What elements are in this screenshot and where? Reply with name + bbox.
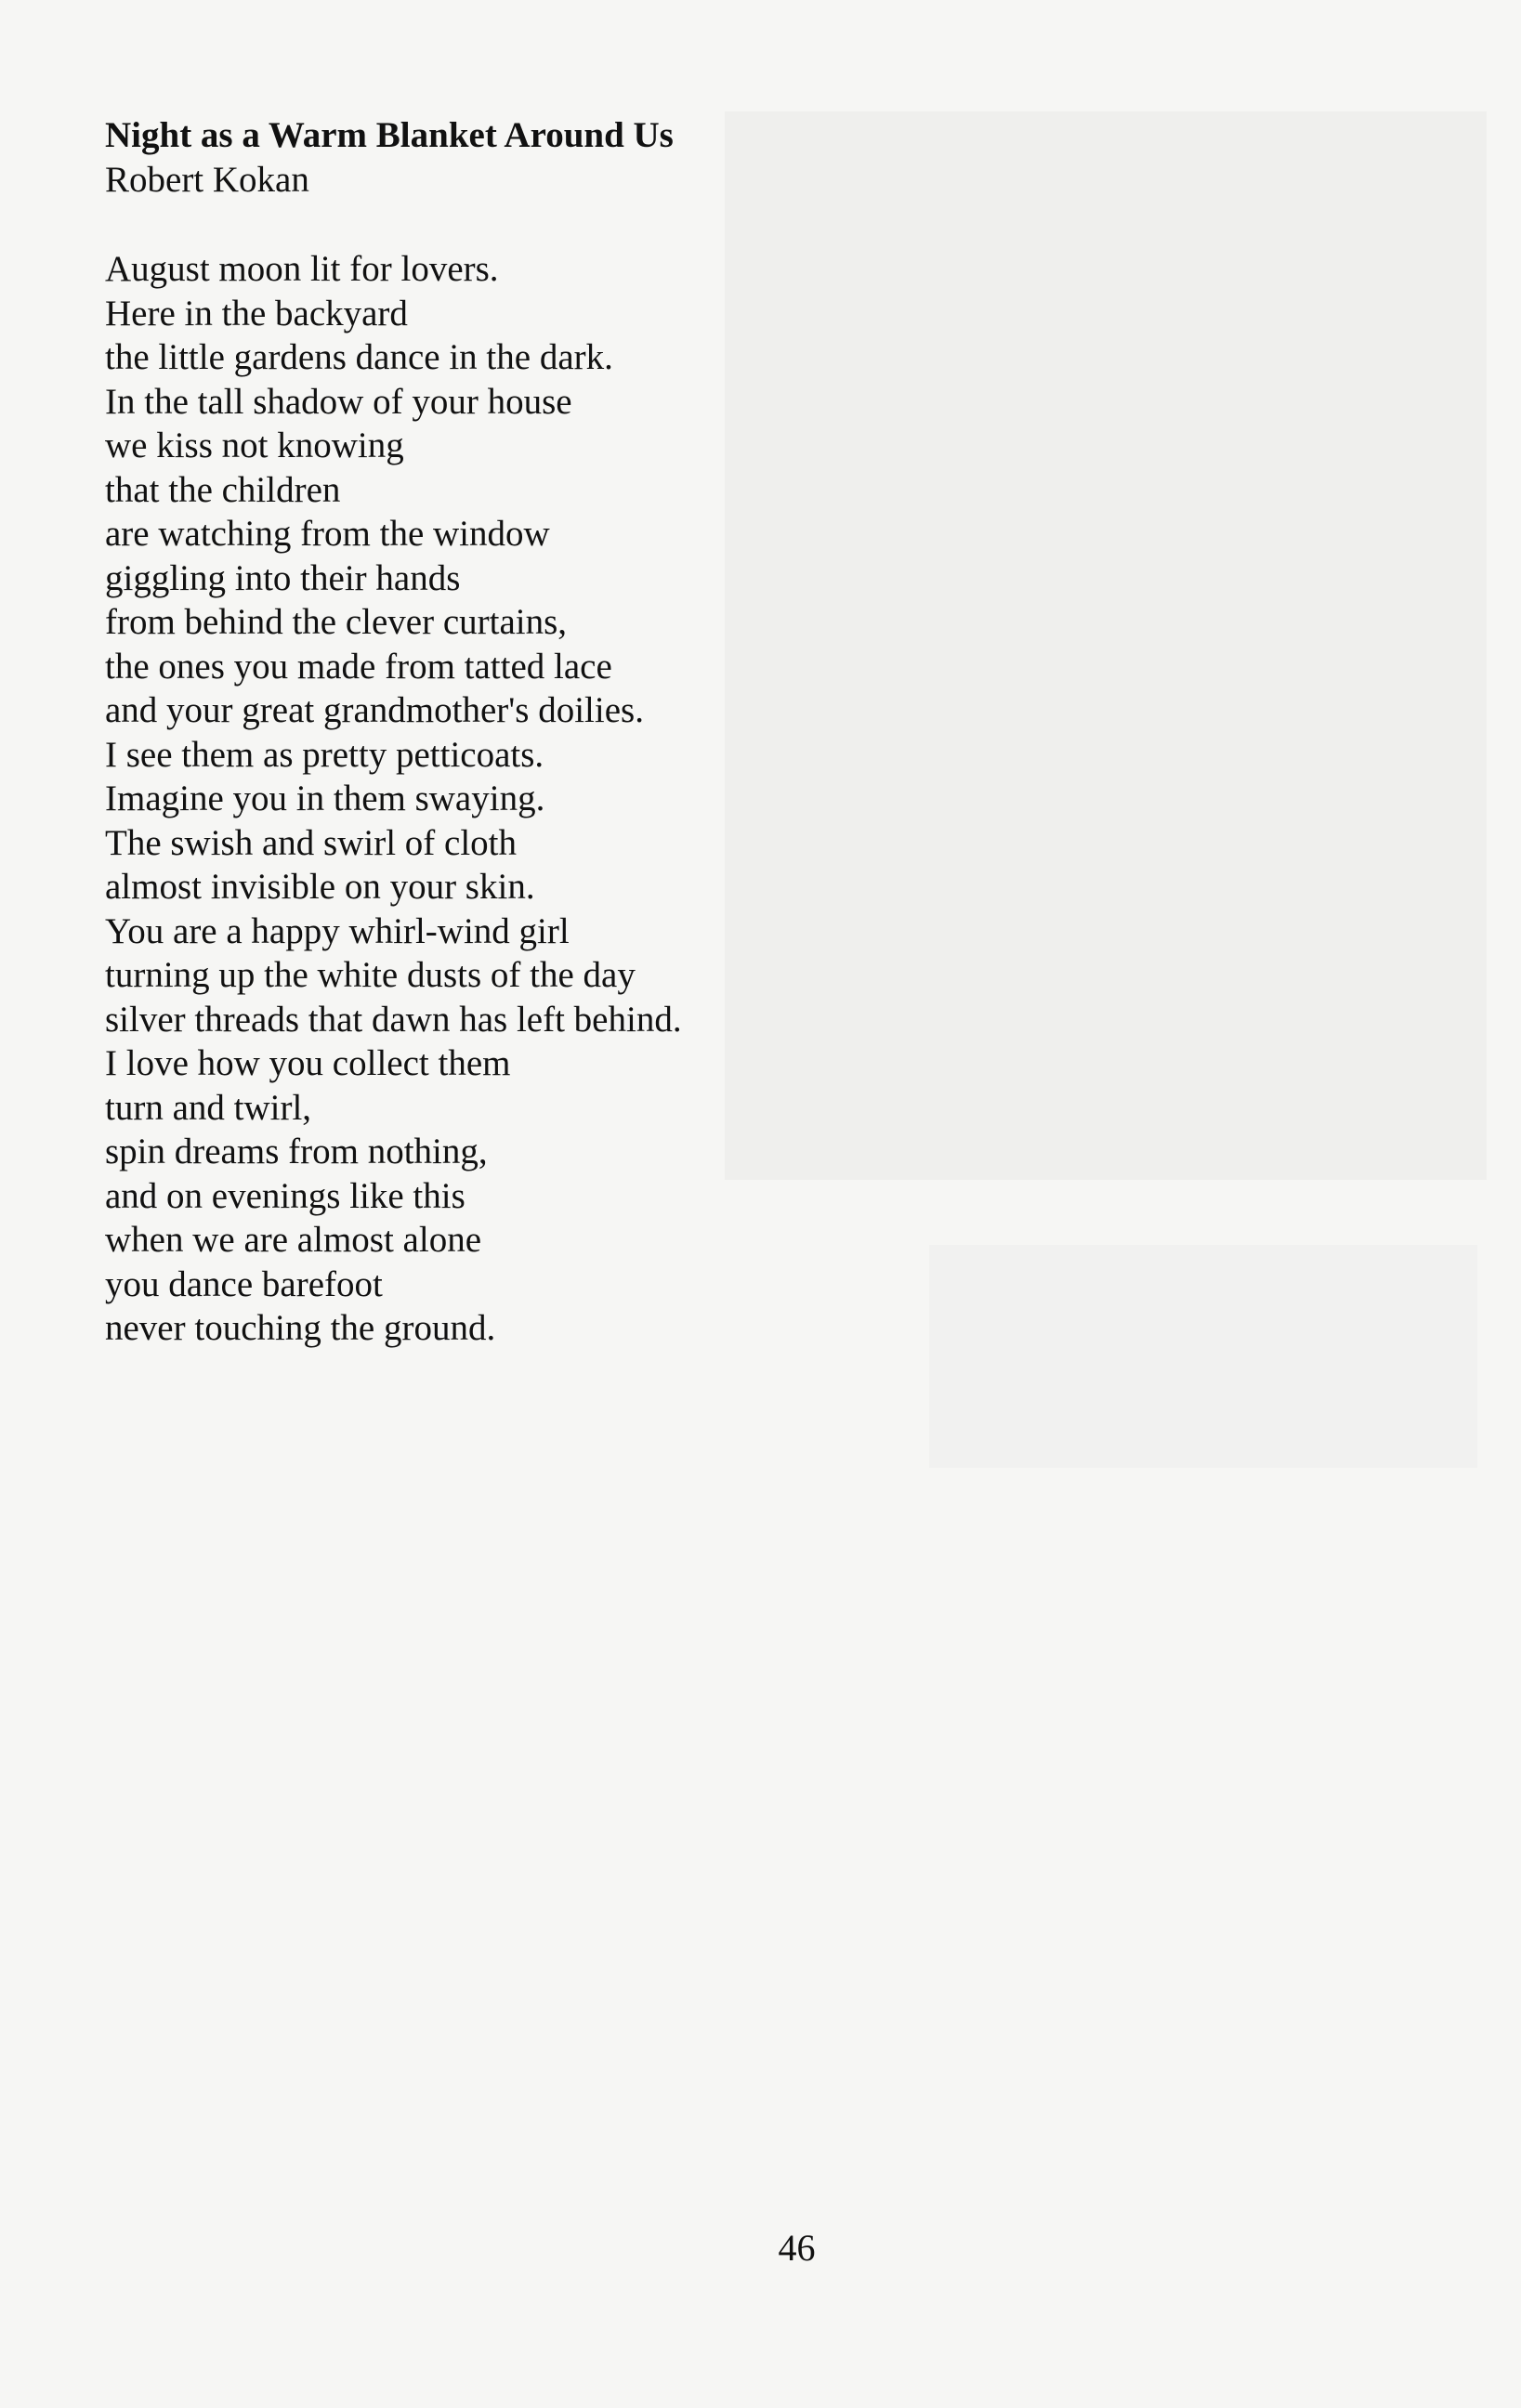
poem-line: you dance barefoot bbox=[105, 1263, 383, 1304]
poem-line: never touching the ground. bbox=[105, 1308, 496, 1348]
poem-line: Imagine you in them swaying. bbox=[105, 779, 545, 818]
poem-line: turning up the white dusts of the day bbox=[105, 955, 636, 995]
poem-line: the ones you made from tatted lace bbox=[105, 646, 612, 687]
poem-line: August moon lit for lovers. bbox=[105, 249, 499, 289]
poem-title: Night as a Warm Blanket Around Us bbox=[105, 115, 674, 155]
poem-line: You are a happy whirl-wind girl bbox=[105, 910, 570, 951]
poem-line: giggling into their hands bbox=[105, 557, 461, 598]
poem-line: In the tall shadow of your house bbox=[105, 381, 572, 422]
poem-line: when we are almost alone bbox=[105, 1220, 482, 1260]
poem-line: I love how you collect them bbox=[105, 1043, 511, 1083]
poem-line: turn and twirl, bbox=[105, 1087, 312, 1128]
poem-line: are watching from the window bbox=[105, 514, 550, 554]
poem-line: silver threads that dawn has left behind. bbox=[105, 999, 682, 1040]
poem bbox=[105, 113, 1220, 1351]
poem-line: that the children bbox=[105, 469, 341, 510]
poem-line: Here in the backyard bbox=[105, 293, 408, 334]
poem-line: almost invisible on your skin. bbox=[105, 867, 535, 907]
poem-line: from behind the clever curtains, bbox=[105, 602, 568, 642]
poem-line: and on evenings like this bbox=[105, 1175, 465, 1216]
poem-lines bbox=[105, 247, 1220, 1351]
page-number: 46 bbox=[778, 2227, 816, 2269]
poem-line: and your great grandmother's doilies. bbox=[105, 690, 644, 730]
poem-line: spin dreams from nothing, bbox=[105, 1132, 488, 1171]
poem-line: The swish and swirl of cloth bbox=[105, 822, 518, 863]
poem-line: we kiss not knowing bbox=[105, 425, 404, 465]
poem-line: the little gardens dance in the dark. bbox=[105, 337, 613, 377]
poem-line: I see them as pretty petticoats. bbox=[105, 734, 544, 775]
poem-author: Robert Kokan bbox=[105, 160, 309, 200]
